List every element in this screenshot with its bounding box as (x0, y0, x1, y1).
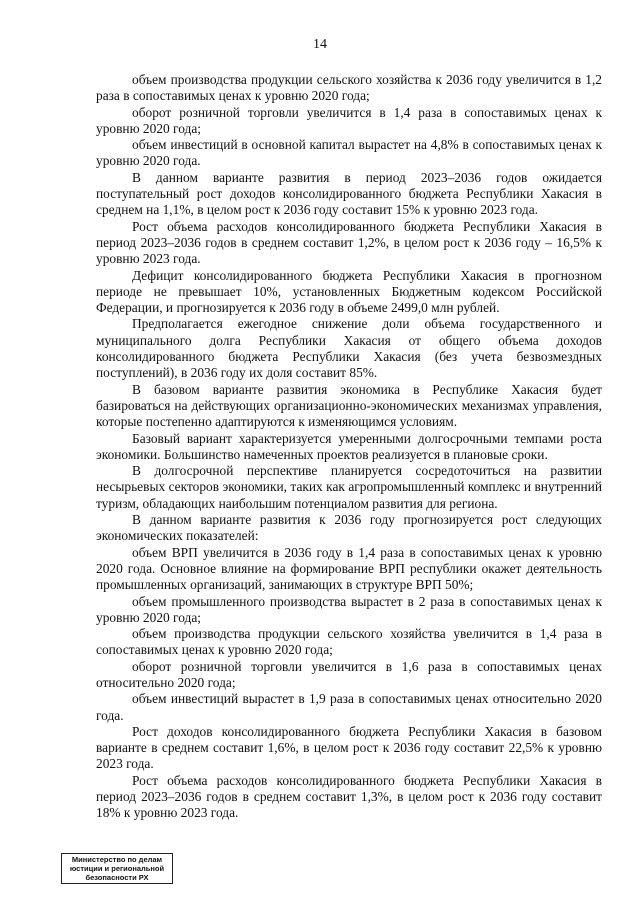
paragraph: В данном варианте развития к 2036 году прогнозируется рост следующих экономических показателей: (96, 512, 602, 544)
paragraph: объем промышленного производства вырастет в 2 раза в сопоставимых ценах к уровню 2020 года; (96, 593, 602, 625)
paragraph: Дефицит консолидированного бюджета Республики Хакасия в прогнозном периоде не превышает 10%, установленных Бюджетным кодексом Российской Федерации, и прогнозируется к 2036 году в объеме 2499,0 млн рублей. (96, 267, 602, 316)
paragraph: объем ВРП увеличится в 2036 году в 1,4 раза в сопоставимых ценах к уровню 2020 года. Основное влияние на формирование ВРП республики окажет деятельность промышленных организаций, занимающих в структуре ВРП 50%; (96, 544, 602, 593)
document-body (96, 72, 602, 822)
paragraph: В данном варианте развития в период 2023–2036 годов ожидается поступательный рост доходов консолидированного бюджета Республики Хакасия в среднем на 1,1%, в целом рост к 2036 году составит 15% к уровню 2023 года. (96, 169, 602, 218)
paragraph: объем инвестиций в основной капитал вырастет на 4,8% в сопоставимых ценах к уровню 2020 года. (96, 137, 602, 169)
paragraph: объем производства продукции сельского хозяйства к 2036 году увеличится в 1,2 раза в сопоставимых ценах к уровню 2020 года; (96, 72, 602, 104)
paragraph: Рост объема расходов консолидированного бюджета Республики Хакасия в период 2023–2036 годов в среднем составит 1,2%, в целом рост к 2036 году – 16,5% к уровню 2023 года. (96, 218, 602, 267)
paragraph: объем производства продукции сельского хозяйства увеличится в 1,4 раза в сопоставимых ценах к уровню 2020 года; (96, 626, 602, 658)
paragraph: В базовом варианте развития экономика в Республике Хакасия будет базироваться на действующих организационно-экономических механизмах управления, которые постепенно адаптируются к изменяющимся условиям. (96, 381, 602, 430)
stamp-line: Министерство по делам (71, 855, 163, 864)
stamp-line: безопасности РХ (85, 873, 149, 882)
paragraph: Предполагается ежегодное снижение доли объема государственного и муниципального долга Республики Хакасия от общего объема доходов консолидированного бюджета Республики Хакасия (без учета безвозмездных поступлений), в 2036 году их доля составит 85%. (96, 316, 602, 381)
paragraph: оборот розничной торговли увеличится в 1,4 раза в сопоставимых ценах к уровню 2020 года; (96, 104, 602, 136)
paragraph: оборот розничной торговли увеличится в 1,6 раза в сопоставимых ценах относительно 2020 года; (96, 658, 602, 690)
ministry-stamp (61, 853, 173, 884)
stamp-line: юстиции и региональной (69, 864, 165, 873)
paragraph: В долгосрочной перспективе планируется сосредоточиться на развитии несырьевых секторов экономики, таких как агропромышленный комплекс и внутренний туризм, обладающих наибольшим потенциалом развития для региона. (96, 463, 602, 511)
paragraph: Рост объема расходов консолидированного бюджета Республики Хакасия в период 2023–2036 годов в среднем составит 1,3%, в целом рост к 2036 году составит 18% к уровню 2023 года. (96, 772, 602, 821)
paragraph: Рост доходов консолидированного бюджета Республики Хакасия в базовом варианте в среднем составит 1,6%, в целом рост к 2036 году составит 22,5% к уровню 2023 года. (96, 723, 602, 772)
paragraph: объем инвестиций вырастет в 1,9 раза в сопоставимых ценах относительно 2020 года. (96, 691, 602, 723)
page-number: 14 (313, 37, 327, 52)
paragraph: Базовый вариант характеризуется умеренными долгосрочными темпами роста экономики. Большинство намеченных проектов реализуется в плановые сроки. (96, 430, 602, 462)
